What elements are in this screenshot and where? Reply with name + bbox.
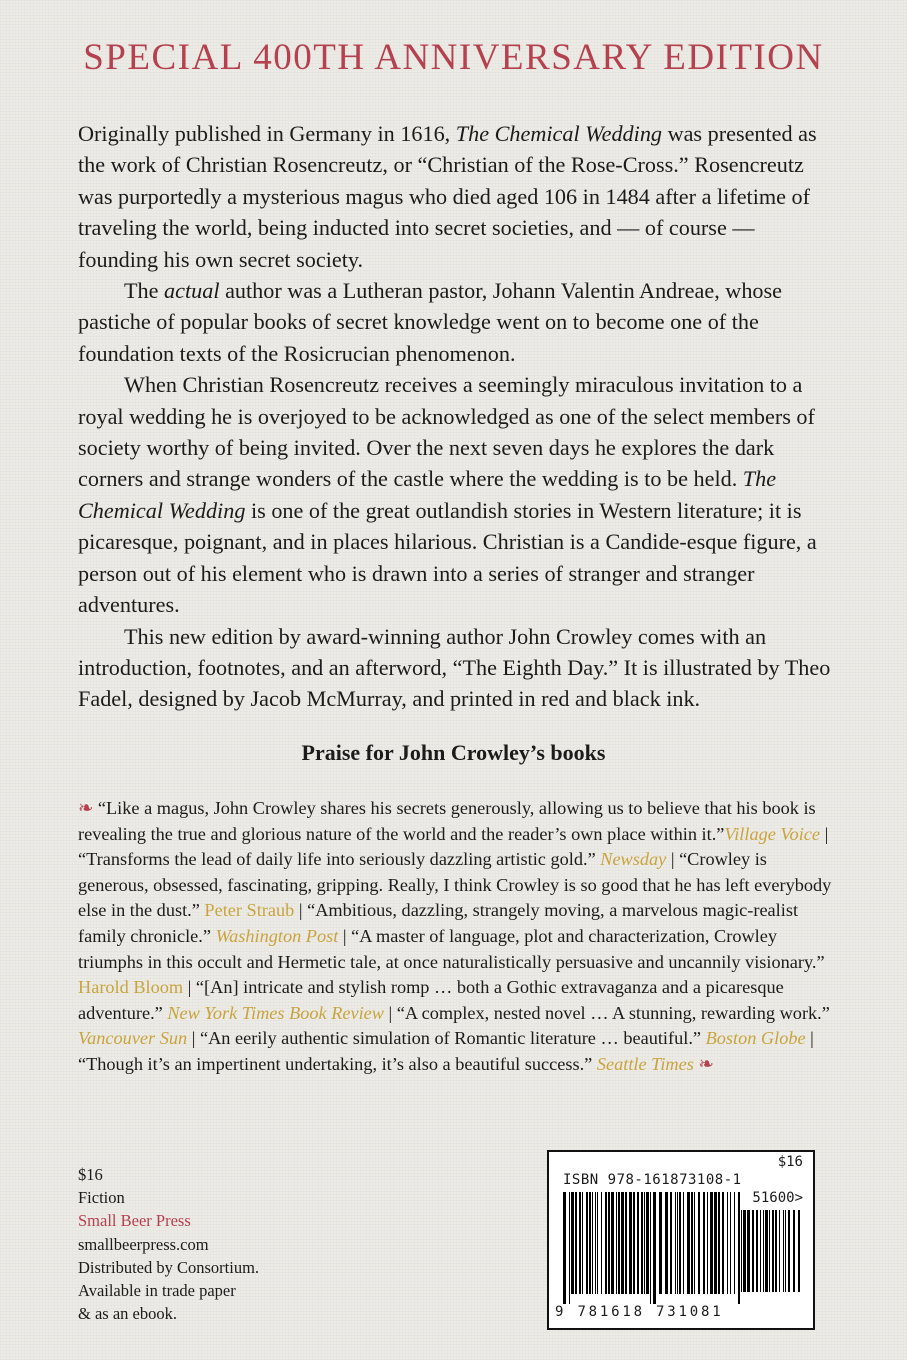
barcode-bar (763, 1210, 764, 1292)
book-description (78, 118, 838, 715)
barcode-bar (650, 1192, 651, 1304)
barcode-price: $16 (777, 1154, 803, 1170)
barcode-bar (586, 1192, 588, 1294)
barcode-bar (738, 1192, 740, 1304)
quote-source: Harold Bloom (78, 977, 184, 998)
barcode-bar (611, 1192, 614, 1294)
barcode-bar (641, 1192, 643, 1294)
barcode-bar (670, 1192, 672, 1294)
barcode-bar (646, 1192, 649, 1294)
quote-source: Boston Globe (705, 1028, 806, 1049)
description-paragraph: The actual author was a Lutheran pastor, Johann Valentin Andreae, whose pastiche of popular books of secret knowledge went on to become one of the foundation texts of the Rosicrucian phenomenon. (78, 278, 782, 366)
barcode-bar (698, 1192, 700, 1294)
barcode-bar (616, 1192, 617, 1294)
barcode-bar (718, 1192, 720, 1294)
formats: & as an ebook. (78, 1304, 177, 1324)
barcode-bar (730, 1192, 731, 1294)
barcode-bar (665, 1192, 668, 1294)
barcode-bar (703, 1192, 705, 1294)
barcode-bar (677, 1192, 678, 1294)
barcode-digits: 9 781618 731081 (555, 1304, 724, 1320)
fleuron-icon: ❧ (698, 1053, 714, 1074)
quote-source: Vancouver Sun (78, 1028, 188, 1049)
price: $16 (78, 1165, 103, 1184)
barcode-bar (575, 1192, 577, 1294)
barcode-bar (775, 1210, 777, 1292)
barcode-bar (605, 1192, 607, 1294)
barcode-bar (629, 1192, 632, 1294)
barcode-bar (710, 1192, 713, 1294)
barcode-bar (785, 1210, 786, 1292)
quote-source: Village Voice (724, 823, 821, 844)
isbn-number: ISBN 978-161873108-1 (563, 1172, 742, 1188)
barcode-bar (679, 1192, 681, 1294)
description-paragraph: When Christian Rosencreutz receives a seemingly miraculous invitation to a royal wedding he is overjoyed to be acknowledged as one of the select members of society worthy of being invited. Over the next seven days he explores the dark corners and strange wonders of the castle where the wedding is to be held. The Chemical Wedding is one of the great outlandish stories in Western literature; it is picaresque, poignant, and in places hilarious. Christian is a Candide-esque figure, a person out of his element who is drawn into a series of stranger and stranger adventures. (78, 372, 817, 618)
barcode-bar (644, 1192, 645, 1294)
barcode-bar (675, 1192, 676, 1294)
quote-source: Newsday (600, 849, 667, 870)
barcode-bar (659, 1192, 662, 1294)
barcode-bar (769, 1210, 770, 1292)
quote-source: Washington Post (215, 925, 339, 946)
barcode-bar (743, 1210, 746, 1292)
barcode-bar (582, 1192, 583, 1294)
barcode-bar (694, 1192, 695, 1294)
barcode-bar (637, 1192, 639, 1294)
barcode-bar (579, 1192, 581, 1294)
barcode-bar (798, 1210, 800, 1292)
price-supplement: 51600> (752, 1190, 803, 1206)
book-title: The Chemical Wedding (455, 121, 663, 146)
barcode-bar (653, 1192, 656, 1304)
barcode-bars (563, 1192, 741, 1304)
quote-source: New York Times Book Review (167, 1002, 384, 1023)
description-paragraph: Originally published in Germany in 1616, The Chemical Wedding was presented as the work of Christian Rosencreutz, or “Christian of the Rose-Cross.” Rosencreutz was purportedly a mysterious magus who died aged 106 in 1484 after a lifetime of traveling the world, being inducted into secret societies, and — of course — founding his own secret society. (78, 121, 817, 272)
barcode-bar (793, 1210, 795, 1292)
barcode-bar (595, 1192, 596, 1294)
barcode-bar (683, 1192, 684, 1294)
barcode-bar (722, 1192, 724, 1294)
barcode-bar (589, 1192, 591, 1294)
barcode-bar (633, 1192, 635, 1294)
praise-quotes: ❧ “Like a magus, John Crowley shares his secrets generously, allowing us to believe that his book is revealing the true and glorious nature of the world and the reader’s own place within it.”Village Voice | “Transforms the lead of daily life into seriously dazzling artistic gold.” Newsday | “Crowley is generous, obsessed, fascinating, gripping. Really, I think Crowley is so good that he has left everybody else in the dust.” Peter Straub | “Ambitious, dazzling, strangely moving, a marvelous magic-realist family chronicle.” Washington Post | “A master of language, plot and characterization, Crowley triumphs in this occult and Hermetic tale, at once naturalistically persuasive and uncannily visionary.” Harold Bloom | “[An] intricate and stylish romp … both a Gothic extravaganza and a picaresque adventure.” New York Times Book Review | “A complex, nested novel … A stunning, rewarding work.” Vancouver Sun | “An eerily authentic simulation of Romantic literature … beautiful.” Boston Globe | “Though it’s an impertinent undertaking, it’s also a beautiful success.” Seattle Times ❧ (78, 798, 832, 1074)
barcode-bar (756, 1210, 758, 1292)
barcode-bar (597, 1192, 598, 1294)
barcode-bar (691, 1192, 693, 1294)
quote-source: Peter Straub (204, 900, 295, 921)
barcode-bar (727, 1192, 728, 1294)
isbn-barcode (547, 1150, 815, 1330)
barcode-bar (707, 1192, 708, 1294)
barcode-bar (779, 1210, 780, 1292)
barcode-bar (760, 1210, 761, 1292)
publisher-name: Small Beer Press (78, 1211, 191, 1231)
fleuron-icon: ❧ (78, 798, 94, 818)
barcode-bar (752, 1210, 754, 1292)
formats: Available in trade paper (78, 1281, 236, 1301)
quote-source: Seattle Times (596, 1053, 694, 1074)
barcode-bar (783, 1210, 784, 1292)
edition-heading: SPECIAL 400TH ANNIVERSARY EDITION (83, 37, 824, 78)
barcode-bar (687, 1192, 690, 1294)
barcode-bar (734, 1192, 735, 1294)
publisher-website[interactable]: smallbeerpress.com (78, 1234, 209, 1254)
barcode-bar (608, 1192, 610, 1294)
publisher-info (78, 1163, 358, 1325)
emphasis: actual (164, 278, 220, 304)
barcode-bar (714, 1192, 717, 1294)
praise-heading: Praise for John Crowley’s books (301, 740, 606, 765)
barcode-bar (765, 1210, 768, 1292)
category: Fiction (78, 1188, 125, 1208)
description-paragraph: This new edition by award-winning author John Crowley comes with an introduction, footnotes, and an afterword, “The Eighth Day.” It is illustrated by Theo Fadel, designed by Jacob McMurray, and printed in red and black ink. (78, 623, 831, 712)
barcode-bar (621, 1192, 624, 1294)
barcode-bar (569, 1192, 570, 1304)
distributor: Distributed by Consortium. (78, 1257, 260, 1277)
barcode-bar (788, 1210, 790, 1292)
barcode-bar (772, 1210, 774, 1292)
barcode-bar (571, 1192, 574, 1294)
barcode-supplement-bars (741, 1210, 803, 1302)
barcode-bar (747, 1210, 750, 1292)
barcode-bar (625, 1192, 627, 1294)
barcode-bar (618, 1192, 620, 1294)
barcode-bar (741, 1210, 742, 1292)
barcode-bar (563, 1192, 566, 1304)
barcode-bar (601, 1192, 602, 1294)
book-title: The Chemical Wedding (78, 466, 777, 523)
barcode-bar (592, 1192, 593, 1294)
